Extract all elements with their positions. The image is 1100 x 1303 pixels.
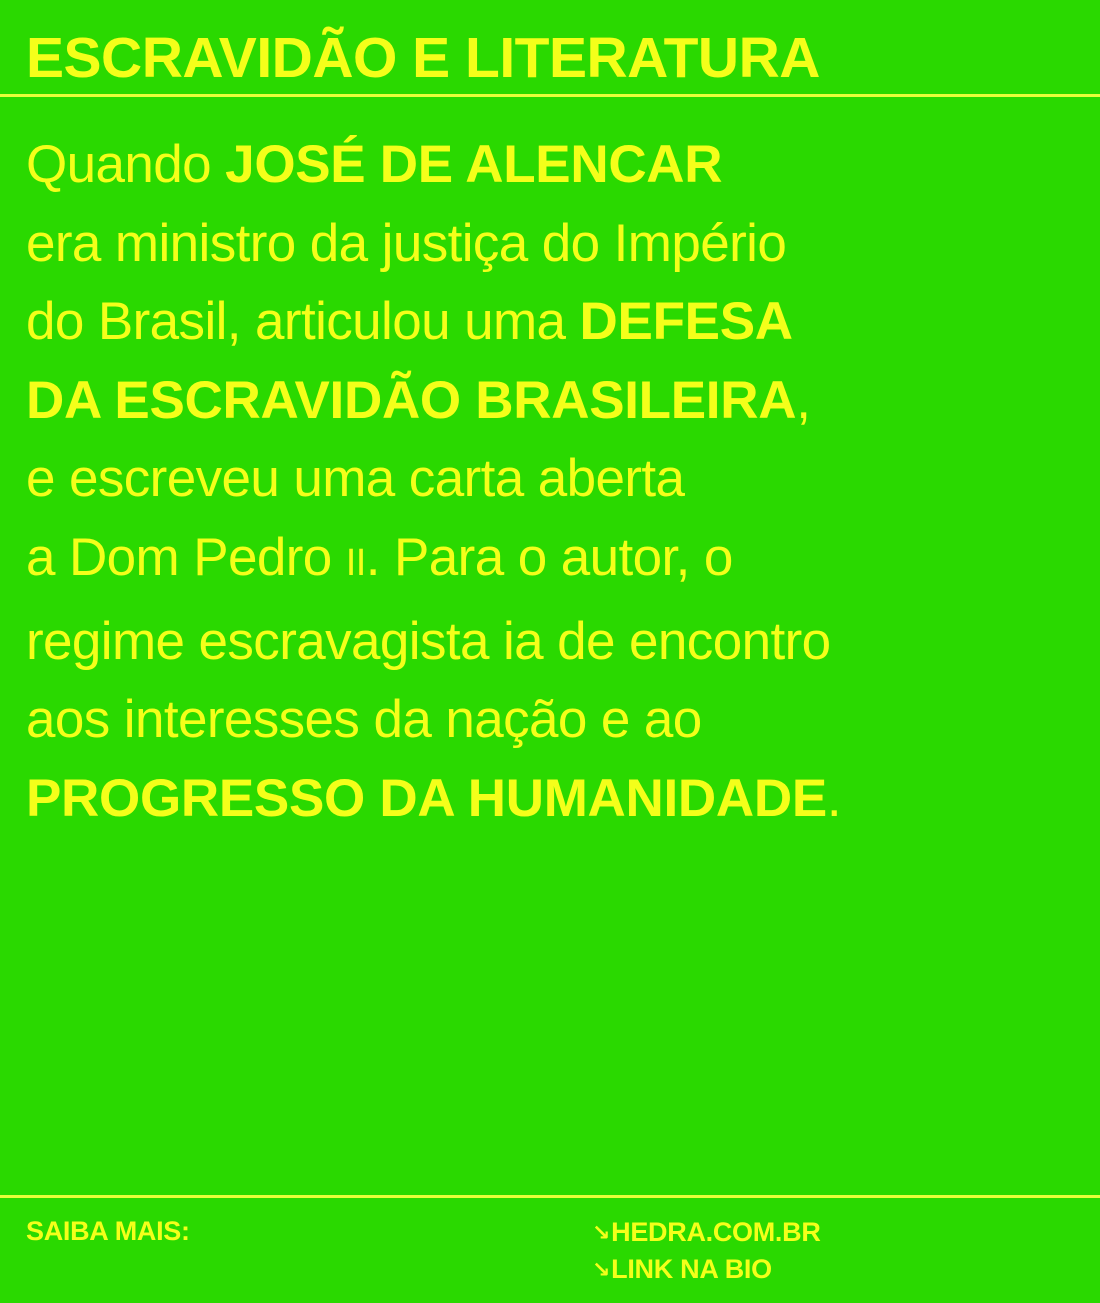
highlight-defesa: DEFESA: [579, 292, 793, 352]
body-line-5: e escreveu uma carta aberta: [26, 449, 685, 509]
body-text-segment: do Brasil, articulou uma: [26, 292, 580, 352]
saiba-mais-label: SAIBA MAIS:: [26, 1216, 190, 1246]
body-paragraph: [26, 126, 1086, 838]
link-hedra[interactable]: [592, 1214, 821, 1251]
body-line-9: [26, 760, 1086, 839]
arrow-down-right-icon: ↘: [592, 1257, 611, 1282]
link-hedra-label: HEDRA.COM.BR: [611, 1217, 821, 1247]
highlight-jose-de-alencar: JOSÉ DE ALENCAR: [225, 135, 723, 194]
body-line-7: regime escravagista ia de encontro: [26, 611, 831, 671]
body-line-4: [26, 362, 1086, 441]
body-line-8: aos interesses da nação e ao: [26, 690, 702, 750]
bottom-divider: [0, 1195, 1100, 1198]
body-line-3: [26, 283, 1086, 362]
roman-numeral: II: [345, 540, 366, 584]
link-na-bio-label: LINK NA BIO: [611, 1254, 772, 1284]
body-punctuation: ,: [796, 370, 811, 430]
body-line-1: [26, 126, 1086, 205]
body-text-segment: . Para o autor, o: [365, 527, 733, 587]
footer-links: [592, 1214, 821, 1288]
highlight-progresso-da-humanidade: PROGRESSO DA HUMANIDADE: [26, 768, 827, 828]
body-text-segment: a Dom Pedro: [26, 527, 346, 587]
body-punctuation: .: [826, 768, 842, 828]
top-divider: [0, 94, 1100, 97]
highlight-escravidao-brasileira: DA ESCRAVIDÃO BRASILEIRA: [26, 370, 797, 430]
link-na-bio[interactable]: [592, 1251, 821, 1288]
arrow-down-right-icon: ↘: [592, 1220, 611, 1245]
body-line-2: era ministro da justiça do Império: [26, 213, 787, 273]
body-line-6: [26, 519, 1086, 603]
page-title: ESCRAVIDÃO E LITERATURA: [26, 26, 820, 90]
body-text-segment: Quando: [26, 135, 226, 194]
